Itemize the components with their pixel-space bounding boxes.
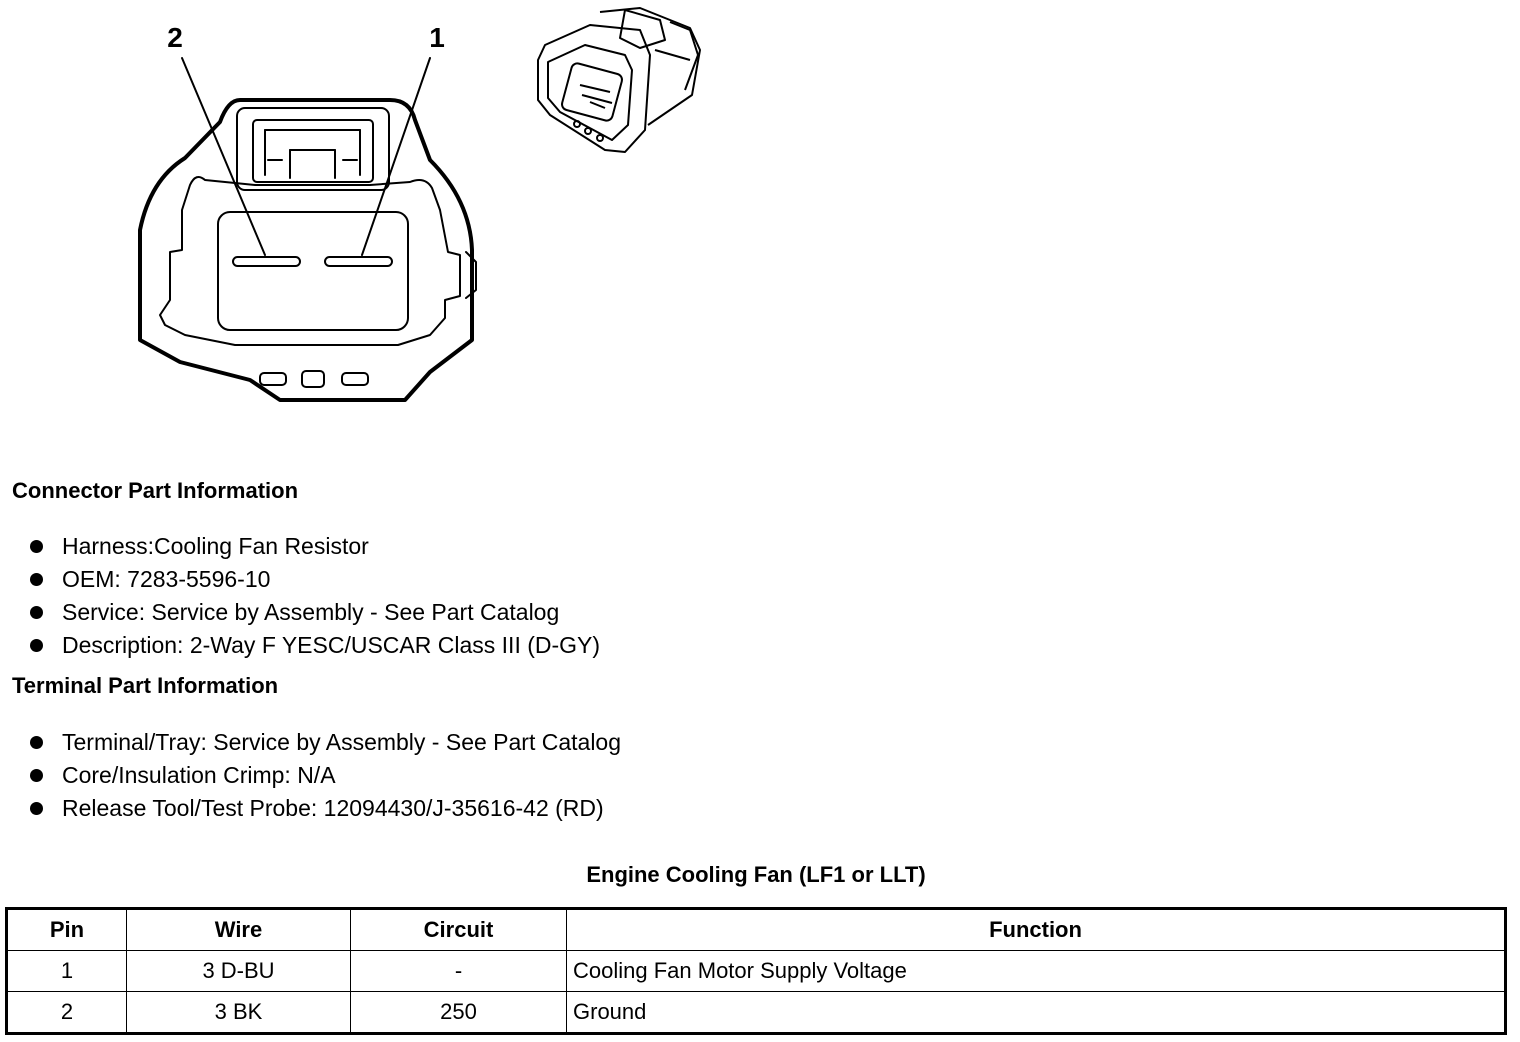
table-title: Engine Cooling Fan (LF1 or LLT) (586, 862, 926, 887)
pin-cell: 1 (7, 951, 127, 992)
column-header-function: Function (567, 909, 1506, 951)
table-row (7, 992, 1506, 1034)
bullet-icon (30, 736, 43, 749)
list-item: Service: Service by Assembly - See Part Catalog (28, 596, 600, 629)
list-item: Harness:Cooling Fan Resistor (28, 530, 600, 563)
circuit-cell: - (351, 951, 567, 992)
connector-isometric-image (530, 5, 710, 160)
terminal-info-heading: Terminal Part Information (12, 673, 279, 698)
pin-1-callout: 1 (429, 22, 445, 53)
list-item: Release Tool/Test Probe: 12094430/J-35616-42 (RD) (28, 792, 621, 825)
pinout-table (5, 907, 1507, 1035)
list-item: Core/Insulation Crimp: N/A (28, 759, 621, 792)
bullet-icon (30, 802, 43, 815)
list-item: OEM: 7283-5596-10 (28, 563, 600, 596)
bullet-icon (30, 606, 43, 619)
wire-cell: 3 BK (127, 992, 351, 1034)
bullet-icon (30, 573, 43, 586)
column-header-wire: Wire (127, 909, 351, 951)
column-header-circuit: Circuit (351, 909, 567, 951)
pin-2-callout: 2 (167, 22, 183, 53)
circuit-cell: 250 (351, 992, 567, 1034)
bullet-icon (30, 639, 43, 652)
connector-info-heading: Connector Part Information (12, 478, 299, 503)
connector-info-list (28, 530, 600, 662)
connector-face-diagram (130, 15, 490, 410)
pin-cell: 2 (7, 992, 127, 1034)
terminal-info-list (28, 726, 621, 825)
table-header-row (7, 909, 1506, 951)
function-cell: Ground (567, 992, 1506, 1034)
list-item: Description: 2-Way F YESC/USCAR Class III (D-GY) (28, 629, 600, 662)
bullet-icon (30, 540, 43, 553)
column-header-pin: Pin (7, 909, 127, 951)
table-row (7, 951, 1506, 992)
function-cell: Cooling Fan Motor Supply Voltage (567, 951, 1506, 992)
wire-cell: 3 D-BU (127, 951, 351, 992)
bullet-icon (30, 769, 43, 782)
list-item: Terminal/Tray: Service by Assembly - See Part Catalog (28, 726, 621, 759)
